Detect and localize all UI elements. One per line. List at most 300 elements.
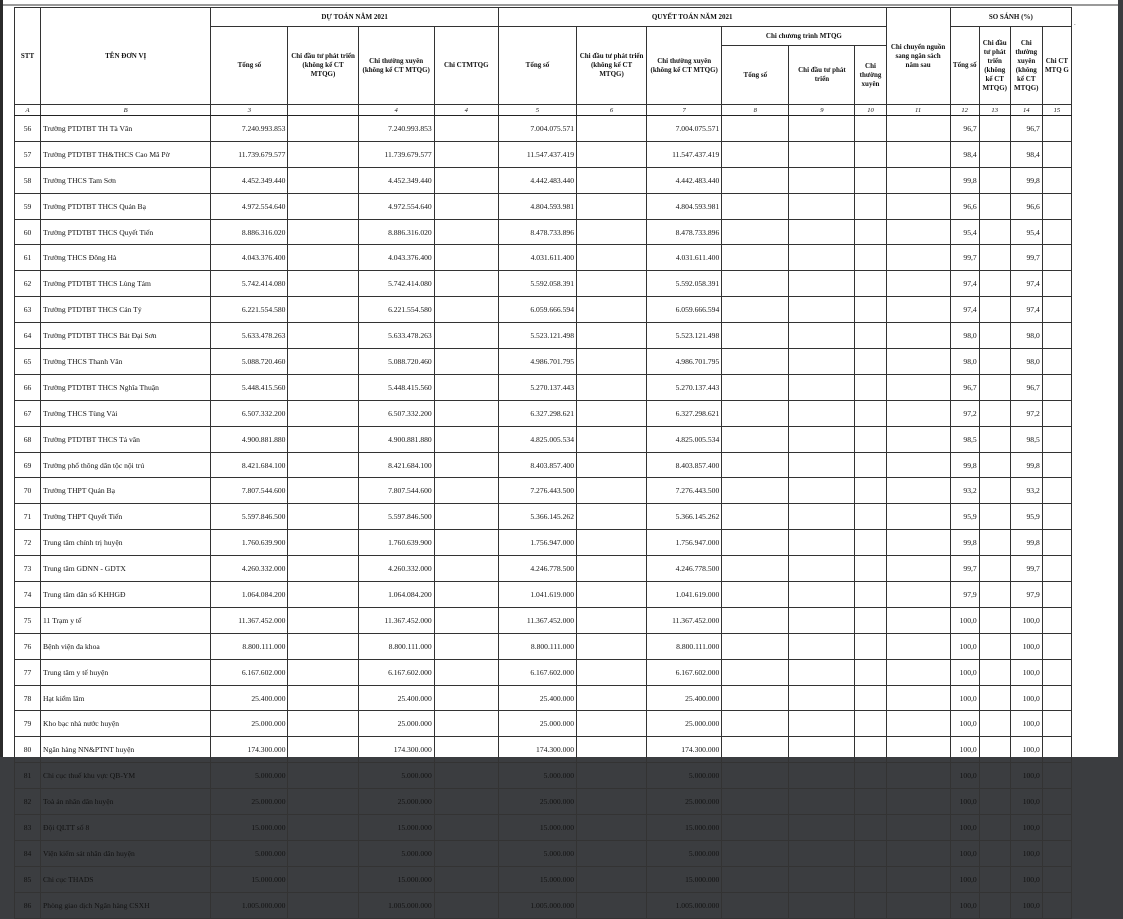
cmp-regular-cell: 98,0	[1010, 349, 1042, 375]
mtqg-regular-cell	[855, 245, 886, 271]
settlement-regular-cell: 174.300.000	[647, 737, 722, 763]
estimate-ctmtqg-cell	[434, 504, 498, 530]
estimate-dev-cell	[288, 866, 358, 892]
mtqg-regular-cell	[855, 815, 886, 841]
estimate-regular-cell: 6.221.554.580	[358, 297, 434, 323]
mtqg-total-cell	[722, 737, 789, 763]
estimate-dev-cell	[288, 815, 358, 841]
cmp-regular-cell: 100,0	[1010, 763, 1042, 789]
cmp-total-cell: 98,4	[950, 141, 979, 167]
unit-name-cell: Trường THCS Tam Sơn	[41, 167, 211, 193]
header-comparison-group: SO SÁNH (%)	[950, 8, 1071, 27]
cmp-ctmtqg-cell	[1042, 504, 1071, 530]
settlement-regular-cell: 6.327.298.621	[647, 400, 722, 426]
cmp-ctmtqg-cell	[1042, 374, 1071, 400]
header-mtqg-group: Chi chương trình MTQG	[722, 27, 886, 46]
settlement-regular-cell: 6.059.666.594	[647, 297, 722, 323]
table-row	[15, 633, 1072, 659]
cmp-ctmtqg-cell	[1042, 815, 1071, 841]
mtqg-regular-cell	[855, 789, 886, 815]
row-stt: 81	[15, 763, 41, 789]
unit-name-cell: Hạt kiểm lâm	[41, 685, 211, 711]
table-row	[15, 685, 1072, 711]
cmp-ctmtqg-cell	[1042, 737, 1071, 763]
estimate-dev-cell	[288, 400, 358, 426]
carry-over-cell	[886, 815, 950, 841]
estimate-ctmtqg-cell	[434, 685, 498, 711]
table-body	[15, 116, 1072, 919]
estimate-ctmtqg-cell	[434, 297, 498, 323]
settlement-dev-cell	[577, 245, 647, 271]
cmp-dev-cell	[979, 478, 1010, 504]
cmp-regular-cell: 99,8	[1010, 167, 1042, 193]
settlement-dev-cell	[577, 737, 647, 763]
estimate-ctmtqg-cell	[434, 737, 498, 763]
estimate-total-cell: 11.739.679.577	[211, 141, 288, 167]
mtqg-total-cell	[722, 271, 789, 297]
unit-name-cell: Toà án nhân dân huyện	[41, 789, 211, 815]
cmp-regular-cell: 96,7	[1010, 374, 1042, 400]
row-stt: 80	[15, 737, 41, 763]
settlement-regular-cell: 6.167.602.000	[647, 659, 722, 685]
table-row	[15, 556, 1072, 582]
cmp-dev-cell	[979, 659, 1010, 685]
row-stt: 60	[15, 219, 41, 245]
mtqg-total-cell	[722, 167, 789, 193]
carry-over-cell	[886, 297, 950, 323]
estimate-total-cell: 5.597.846.500	[211, 504, 288, 530]
estimate-dev-cell	[288, 737, 358, 763]
estimate-dev-cell	[288, 193, 358, 219]
cmp-ctmtqg-cell	[1042, 219, 1071, 245]
cmp-total-cell: 97,9	[950, 582, 979, 608]
settlement-total-cell: 5.270.137.443	[498, 374, 576, 400]
cmp-dev-cell	[979, 607, 1010, 633]
carry-over-cell	[886, 271, 950, 297]
settlement-regular-cell: 5.000.000	[647, 840, 722, 866]
estimate-regular-cell: 4.972.554.640	[358, 193, 434, 219]
estimate-ctmtqg-cell	[434, 789, 498, 815]
mtqg-regular-cell	[855, 426, 886, 452]
estimate-total-cell: 5.448.415.560	[211, 374, 288, 400]
estimate-total-cell: 11.367.452.000	[211, 607, 288, 633]
estimate-regular-cell: 25.000.000	[358, 789, 434, 815]
mtqg-regular-cell	[855, 866, 886, 892]
settlement-dev-cell	[577, 659, 647, 685]
cmp-regular-cell: 93,2	[1010, 478, 1042, 504]
cmp-dev-cell	[979, 582, 1010, 608]
carry-over-cell	[886, 633, 950, 659]
estimate-ctmtqg-cell	[434, 840, 498, 866]
settlement-dev-cell	[577, 504, 647, 530]
table-row	[15, 245, 1072, 271]
estimate-dev-cell	[288, 556, 358, 582]
estimate-regular-cell: 15.000.000	[358, 815, 434, 841]
estimate-total-cell: 25.400.000	[211, 685, 288, 711]
estimate-regular-cell: 174.300.000	[358, 737, 434, 763]
stray-mark: .	[1074, 19, 1076, 27]
mtqg-total-cell	[722, 245, 789, 271]
carry-over-cell	[886, 193, 950, 219]
cmp-ctmtqg-cell	[1042, 659, 1071, 685]
mtqg-total-cell	[722, 400, 789, 426]
cmp-total-cell: 100,0	[950, 892, 979, 918]
cmp-total-cell: 98,5	[950, 426, 979, 452]
header-estimate-dev: Chi đầu tư phát triển (không kể CT MTQG)	[288, 27, 358, 105]
unit-name-cell: Phòng giao dịch Ngân hàng CSXH	[41, 892, 211, 918]
settlement-regular-cell: 5.523.121.498	[647, 323, 722, 349]
estimate-regular-cell: 8.421.684.100	[358, 452, 434, 478]
settlement-dev-cell	[577, 374, 647, 400]
mtqg-dev-cell	[789, 530, 855, 556]
mtqg-total-cell	[722, 452, 789, 478]
cmp-regular-cell: 100,0	[1010, 840, 1042, 866]
cmp-regular-cell: 100,0	[1010, 711, 1042, 737]
settlement-dev-cell	[577, 866, 647, 892]
mtqg-regular-cell	[855, 607, 886, 633]
header-estimate-regular: Chi thường xuyên (không kể CT MTQG)	[358, 27, 434, 105]
estimate-ctmtqg-cell	[434, 116, 498, 142]
header-mtqg-total: Tổng số	[722, 46, 789, 105]
settlement-total-cell: 5.366.145.262	[498, 504, 576, 530]
settlement-total-cell: 1.041.619.000	[498, 582, 576, 608]
row-stt: 68	[15, 426, 41, 452]
table-row	[15, 374, 1072, 400]
row-stt: 61	[15, 245, 41, 271]
carry-over-cell	[886, 374, 950, 400]
cmp-dev-cell	[979, 349, 1010, 375]
estimate-total-cell: 5.000.000	[211, 840, 288, 866]
mtqg-total-cell	[722, 789, 789, 815]
estimate-regular-cell: 5.597.846.500	[358, 504, 434, 530]
mtqg-dev-cell	[789, 582, 855, 608]
estimate-dev-cell	[288, 607, 358, 633]
settlement-regular-cell: 8.800.111.000	[647, 633, 722, 659]
settlement-dev-cell	[577, 426, 647, 452]
estimate-total-cell: 7.807.544.600	[211, 478, 288, 504]
header-estimate-ctmtqg: Chi CTMTQG	[434, 27, 498, 105]
settlement-total-cell: 4.986.701.795	[498, 349, 576, 375]
mtqg-dev-cell	[789, 607, 855, 633]
carry-over-cell	[886, 892, 950, 918]
cmp-total-cell: 100,0	[950, 737, 979, 763]
column-number-cell: 7	[647, 105, 722, 116]
table-row	[15, 349, 1072, 375]
estimate-regular-cell: 4.260.332.000	[358, 556, 434, 582]
mtqg-regular-cell	[855, 633, 886, 659]
settlement-total-cell: 4.442.483.440	[498, 167, 576, 193]
carry-over-cell	[886, 685, 950, 711]
settlement-total-cell: 4.804.593.981	[498, 193, 576, 219]
cmp-ctmtqg-cell	[1042, 892, 1071, 918]
estimate-ctmtqg-cell	[434, 245, 498, 271]
cmp-regular-cell: 100,0	[1010, 815, 1042, 841]
estimate-regular-cell: 4.452.349.440	[358, 167, 434, 193]
estimate-regular-cell: 5.088.720.460	[358, 349, 434, 375]
estimate-total-cell: 25.000.000	[211, 789, 288, 815]
carry-over-cell	[886, 556, 950, 582]
cmp-dev-cell	[979, 271, 1010, 297]
unit-name-cell: Ngân hàng NN&PTNT huyện	[41, 737, 211, 763]
mtqg-dev-cell	[789, 426, 855, 452]
settlement-regular-cell: 1.005.000.000	[647, 892, 722, 918]
row-stt: 86	[15, 892, 41, 918]
settlement-regular-cell: 4.825.005.534	[647, 426, 722, 452]
mtqg-regular-cell	[855, 374, 886, 400]
settlement-regular-cell: 5.592.058.391	[647, 271, 722, 297]
estimate-total-cell: 15.000.000	[211, 815, 288, 841]
header-mtqg-dev: Chi đầu tư phát triển	[789, 46, 855, 105]
header-estimate-total: Tổng số	[211, 27, 288, 105]
cmp-total-cell: 96,7	[950, 116, 979, 142]
cmp-regular-cell: 99,7	[1010, 245, 1042, 271]
carry-over-cell	[886, 219, 950, 245]
mtqg-dev-cell	[789, 892, 855, 918]
settlement-dev-cell	[577, 685, 647, 711]
settlement-total-cell: 5.592.058.391	[498, 271, 576, 297]
header-unit-name: TÊN ĐƠN VỊ	[41, 8, 211, 105]
header-settlement-regular: Chi thường xuyên (không kể CT MTQG)	[647, 27, 722, 105]
estimate-total-cell: 8.421.684.100	[211, 452, 288, 478]
estimate-regular-cell: 15.000.000	[358, 866, 434, 892]
estimate-total-cell: 174.300.000	[211, 737, 288, 763]
settlement-total-cell: 8.403.857.400	[498, 452, 576, 478]
estimate-total-cell: 15.000.000	[211, 866, 288, 892]
table-row	[15, 504, 1072, 530]
carry-over-cell	[886, 400, 950, 426]
cmp-ctmtqg-cell	[1042, 582, 1071, 608]
column-number-cell: 5	[498, 105, 576, 116]
mtqg-total-cell	[722, 374, 789, 400]
cmp-dev-cell	[979, 815, 1010, 841]
row-stt: 82	[15, 789, 41, 815]
cmp-total-cell: 100,0	[950, 607, 979, 633]
estimate-total-cell: 4.900.881.880	[211, 426, 288, 452]
settlement-regular-cell: 15.000.000	[647, 866, 722, 892]
mtqg-total-cell	[722, 633, 789, 659]
settlement-regular-cell: 7.004.075.571	[647, 116, 722, 142]
mtqg-dev-cell	[789, 116, 855, 142]
table-row	[15, 323, 1072, 349]
estimate-regular-cell: 5.000.000	[358, 763, 434, 789]
settlement-total-cell: 25.000.000	[498, 711, 576, 737]
estimate-dev-cell	[288, 892, 358, 918]
cmp-total-cell: 99,8	[950, 530, 979, 556]
carry-over-cell	[886, 866, 950, 892]
estimate-dev-cell	[288, 452, 358, 478]
row-stt: 77	[15, 659, 41, 685]
cmp-ctmtqg-cell	[1042, 116, 1071, 142]
estimate-dev-cell	[288, 141, 358, 167]
carry-over-cell	[886, 167, 950, 193]
mtqg-regular-cell	[855, 193, 886, 219]
column-number-cell: 3	[211, 105, 288, 116]
cmp-regular-cell: 100,0	[1010, 659, 1042, 685]
column-number-cell: A	[15, 105, 41, 116]
estimate-ctmtqg-cell	[434, 582, 498, 608]
cmp-total-cell: 99,7	[950, 245, 979, 271]
row-stt: 62	[15, 271, 41, 297]
mtqg-total-cell	[722, 530, 789, 556]
cmp-ctmtqg-cell	[1042, 271, 1071, 297]
row-stt: 79	[15, 711, 41, 737]
estimate-total-cell: 5.742.414.080	[211, 271, 288, 297]
mtqg-regular-cell	[855, 737, 886, 763]
estimate-regular-cell: 8.886.316.020	[358, 219, 434, 245]
row-stt: 58	[15, 167, 41, 193]
cmp-ctmtqg-cell	[1042, 556, 1071, 582]
header-mtqg-regular: Chi thường xuyên	[855, 46, 886, 105]
estimate-total-cell: 4.043.376.400	[211, 245, 288, 271]
column-number-cell: 9	[789, 105, 855, 116]
cmp-dev-cell	[979, 530, 1010, 556]
estimate-ctmtqg-cell	[434, 659, 498, 685]
cmp-total-cell: 98,0	[950, 323, 979, 349]
cmp-total-cell: 100,0	[950, 659, 979, 685]
column-number-cell: 13	[979, 105, 1010, 116]
unit-name-cell: Trường THPT Quản Bạ	[41, 478, 211, 504]
estimate-dev-cell	[288, 478, 358, 504]
settlement-total-cell: 7.004.075.571	[498, 116, 576, 142]
settlement-dev-cell	[577, 530, 647, 556]
cmp-total-cell: 97,4	[950, 297, 979, 323]
cmp-total-cell: 100,0	[950, 866, 979, 892]
mtqg-total-cell	[722, 892, 789, 918]
estimate-regular-cell: 1.760.639.900	[358, 530, 434, 556]
estimate-ctmtqg-cell	[434, 400, 498, 426]
cmp-dev-cell	[979, 297, 1010, 323]
table-row	[15, 167, 1072, 193]
table-row	[15, 737, 1072, 763]
settlement-regular-cell: 25.000.000	[647, 711, 722, 737]
estimate-dev-cell	[288, 219, 358, 245]
estimate-total-cell: 6.167.602.000	[211, 659, 288, 685]
mtqg-dev-cell	[789, 141, 855, 167]
estimate-dev-cell	[288, 116, 358, 142]
carry-over-cell	[886, 582, 950, 608]
header-stt: STT	[15, 8, 41, 105]
estimate-dev-cell	[288, 582, 358, 608]
mtqg-regular-cell	[855, 530, 886, 556]
estimate-ctmtqg-cell	[434, 193, 498, 219]
mtqg-dev-cell	[789, 193, 855, 219]
unit-name-cell: Chi cục THADS	[41, 866, 211, 892]
estimate-ctmtqg-cell	[434, 478, 498, 504]
mtqg-regular-cell	[855, 659, 886, 685]
estimate-dev-cell	[288, 167, 358, 193]
estimate-dev-cell	[288, 633, 358, 659]
mtqg-regular-cell	[855, 297, 886, 323]
cmp-ctmtqg-cell	[1042, 141, 1071, 167]
mtqg-total-cell	[722, 582, 789, 608]
cmp-dev-cell	[979, 556, 1010, 582]
estimate-dev-cell	[288, 349, 358, 375]
settlement-regular-cell: 4.986.701.795	[647, 349, 722, 375]
cmp-regular-cell: 100,0	[1010, 607, 1042, 633]
mtqg-dev-cell	[789, 789, 855, 815]
mtqg-dev-cell	[789, 400, 855, 426]
unit-name-cell: 11 Trạm y tế	[41, 607, 211, 633]
mtqg-total-cell	[722, 556, 789, 582]
row-stt: 65	[15, 349, 41, 375]
unit-name-cell: Trường THCS Tùng Vài	[41, 400, 211, 426]
estimate-total-cell: 5.088.720.460	[211, 349, 288, 375]
settlement-total-cell: 5.000.000	[498, 763, 576, 789]
cmp-regular-cell: 100,0	[1010, 633, 1042, 659]
column-number-cell: 6	[577, 105, 647, 116]
cmp-dev-cell	[979, 504, 1010, 530]
row-stt: 69	[15, 452, 41, 478]
mtqg-dev-cell	[789, 167, 855, 193]
budget-settlement-table	[14, 7, 1072, 919]
column-number-cell: 4	[358, 105, 434, 116]
mtqg-total-cell	[722, 116, 789, 142]
settlement-dev-cell	[577, 349, 647, 375]
estimate-regular-cell: 6.167.602.000	[358, 659, 434, 685]
cmp-regular-cell: 99,8	[1010, 530, 1042, 556]
settlement-dev-cell	[577, 892, 647, 918]
settlement-dev-cell	[577, 711, 647, 737]
cmp-total-cell: 95,4	[950, 219, 979, 245]
estimate-ctmtqg-cell	[434, 452, 498, 478]
header-settlement-group: QUYẾT TOÁN NĂM 2021	[498, 8, 886, 27]
column-number-cell: 8	[722, 105, 789, 116]
estimate-dev-cell	[288, 530, 358, 556]
settlement-total-cell: 25.400.000	[498, 685, 576, 711]
unit-name-cell: Trung tâm GDNN - GDTX	[41, 556, 211, 582]
header-cmp-regular: Chi thường xuyên (không kể CT MTQG)	[1010, 27, 1042, 105]
unit-name-cell: Trường PTDTBT THCS Quản Bạ	[41, 193, 211, 219]
table-row	[15, 297, 1072, 323]
carry-over-cell	[886, 789, 950, 815]
row-stt: 73	[15, 556, 41, 582]
settlement-total-cell: 174.300.000	[498, 737, 576, 763]
settlement-total-cell: 6.327.298.621	[498, 400, 576, 426]
unit-name-cell: Trường PTDTBT THCS Lùng Tám	[41, 271, 211, 297]
table-row	[15, 478, 1072, 504]
column-number-row	[15, 105, 1072, 116]
mtqg-dev-cell	[789, 297, 855, 323]
mtqg-dev-cell	[789, 633, 855, 659]
mtqg-total-cell	[722, 219, 789, 245]
estimate-regular-cell: 11.367.452.000	[358, 607, 434, 633]
cmp-ctmtqg-cell	[1042, 607, 1071, 633]
estimate-dev-cell	[288, 271, 358, 297]
settlement-dev-cell	[577, 607, 647, 633]
mtqg-dev-cell	[789, 478, 855, 504]
settlement-total-cell: 4.031.611.400	[498, 245, 576, 271]
cmp-ctmtqg-cell	[1042, 193, 1071, 219]
table-row	[15, 815, 1072, 841]
row-stt: 67	[15, 400, 41, 426]
carry-over-cell	[886, 116, 950, 142]
mtqg-regular-cell	[855, 840, 886, 866]
mtqg-regular-cell	[855, 504, 886, 530]
estimate-total-cell: 6.221.554.580	[211, 297, 288, 323]
cmp-dev-cell	[979, 167, 1010, 193]
cmp-total-cell: 98,0	[950, 349, 979, 375]
estimate-total-cell: 8.886.316.020	[211, 219, 288, 245]
table-row	[15, 582, 1072, 608]
estimate-regular-cell: 5.000.000	[358, 840, 434, 866]
unit-name-cell: Trường PTDTBT THCS Tả văn	[41, 426, 211, 452]
cmp-regular-cell: 99,7	[1010, 556, 1042, 582]
mtqg-total-cell	[722, 685, 789, 711]
mtqg-total-cell	[722, 349, 789, 375]
estimate-regular-cell: 7.240.993.853	[358, 116, 434, 142]
estimate-total-cell: 1.005.000.000	[211, 892, 288, 918]
mtqg-dev-cell	[789, 840, 855, 866]
